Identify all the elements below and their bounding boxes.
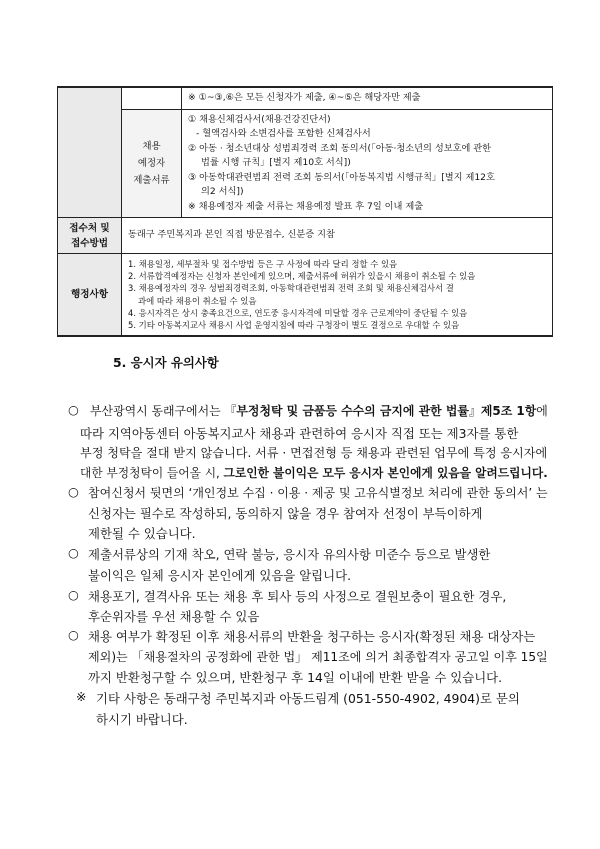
paragraph-line: 제외)는 「채용절차의 공정화에 관한 법」 제11조에 의거 최종합격자 공고일 이후 15일 <box>88 650 548 664</box>
bullet-marker: ○ <box>68 484 79 499</box>
row-label-line: 접수방법 <box>70 237 109 249</box>
paragraph-line: 채용 여부가 확정된 이후 채용서류의 반환을 청구하는 응시자(확정된 채용 대상자는 <box>88 629 536 644</box>
table-value-cell <box>182 87 553 109</box>
admin-item: 3. 채용예정자의 경우 성범죄경력조회, 아동학대관련범죄 전력 조회 및 채용신체검사서 결 <box>128 283 454 294</box>
row-label-line: 접수처 및 <box>69 222 110 234</box>
law-article: 제5조 1항 <box>480 404 537 418</box>
table-sublabel-cell-empty <box>122 87 182 109</box>
admin-item: 2. 서류합격예정자는 신청자 본인에게 있으며, 제출서류에 허위가 있을시 채용이 취소될 수 있음 <box>128 271 476 282</box>
text-span: 』 <box>468 404 481 418</box>
paragraph-line: 제한될 수 있습니다. <box>88 526 196 541</box>
table-value-cell <box>122 218 553 254</box>
warning-text: 그로인한 불이익은 모두 응시자 본인에게 있음을 알려드립니다. <box>223 466 548 480</box>
row-label-line: 제출서류 <box>133 174 170 186</box>
document-item: 법률 시행 규칙」[별지 제10호 서식]) <box>201 157 351 168</box>
note-marker: ※ <box>76 689 87 704</box>
paragraph-line <box>80 464 548 481</box>
table-row <box>58 218 553 254</box>
submission-note: ※ ①~③,⑥은 모든 신청자가 제출, ④~⑤은 해당자만 제출 <box>188 92 421 103</box>
document-item: - 혈액검사와 소변검사를 포함한 신체검사서 <box>196 128 371 139</box>
paragraph-line: 따라 지역아동센터 아동복지교사 채용과 관련하여 응시자 직접 또는 제3자를 통한 <box>80 426 519 441</box>
bullet-marker: ○ <box>68 627 79 642</box>
document-item: ① 채용신체검사서(채용건강진단서) <box>188 113 331 125</box>
table-value-cell <box>182 109 553 218</box>
contact-note-line: 기타 사항은 동래구청 주민복지과 아동드림계 (051-550-4902, 4904)로 문의 <box>96 691 520 706</box>
table-row <box>58 87 553 109</box>
admin-item: 5. 기타 아동복지교사 채용시 사업 운영지침에 따라 구청장이 별도 결정으로 우대할 수 있음 <box>128 320 460 331</box>
table-label-cell-empty <box>58 87 122 218</box>
contact-note-line: 하시기 바랍니다. <box>96 712 188 727</box>
document-item: ※ 채용예정자 제출 서류는 채용예정 발표 후 7일 이내 제출 <box>188 200 424 212</box>
section-title: 5. 응시자 유의사항 <box>113 355 219 370</box>
paragraph-line: 불이익은 일체 응시자 본인에게 있음을 알립니다. <box>88 568 352 583</box>
document-item: 의2 서식]) <box>201 186 244 197</box>
admin-item: 4. 응시자격은 상시 충족요건으로, 연도중 응시자격에 미달할 경우 근로계약이 중단될 수 있음 <box>128 307 468 318</box>
paragraph-line: 참여신청서 뒷면의 ‘개인정보 수집 · 이용 · 제공 및 고유식별정보 처리에 관한 동의서’ 는 <box>88 486 548 500</box>
row-label-line: 예정자 <box>137 157 166 169</box>
table-value-cell <box>122 254 553 337</box>
paragraph-line: 제출서류상의 기재 착오, 연락 불능, 응시자 유의사항 미준수 등으로 발생한 <box>88 547 491 562</box>
paragraph-line: 후순위자를 우선 채용할 수 있음 <box>88 609 260 624</box>
table-sublabel-cell <box>122 109 182 218</box>
bullet-marker: ○ <box>68 545 79 560</box>
text-span: 부산광역시 동래구에서는 『 <box>90 404 237 418</box>
paragraph-line: 신청자는 필수로 작성하되, 동의하지 않을 경우 참여자 선정이 부득이하게 <box>88 506 483 521</box>
row-label: 행정사항 <box>70 289 109 301</box>
recruitment-info-table <box>57 86 553 337</box>
table-label-cell <box>58 254 122 337</box>
admin-item: 1. 채용일정, 세부절차 및 접수방법 등은 구 사정에 따라 달리 정할 수 있음 <box>128 259 398 269</box>
bullet-marker: ○ <box>68 587 79 602</box>
paragraph-line: 까지 반환청구할 수 있으며, 반환청구 후 14일 이내에 반환 받을 수 있습니다. <box>88 670 503 685</box>
document-item: ② 아동 · 청소년대상 성범죄경력 조회 동의서(「아동·청소년의 성보호에 관한 <box>188 142 491 154</box>
table-row <box>58 109 553 218</box>
table-label-cell <box>58 218 122 254</box>
text-span: 에 <box>536 404 548 418</box>
paragraph-line <box>90 402 548 419</box>
paragraph-line: 채용포기, 결격사유 또는 채용 후 퇴사 등의 사정으로 결원보충이 필요한 경우, <box>88 589 507 604</box>
document-item: ③ 아동학대관련범죄 전력 조회 동의서(「아동복지법 시행규칙」[별지 제12호 <box>188 171 495 183</box>
paragraph-line: 부정 청탁을 절대 받지 않습니다. 서류 · 면접전형 등 채용과 관련된 업무에 특정 응시자에 <box>80 446 548 460</box>
row-label-line: 채용 <box>142 140 161 152</box>
text-span: 대한 부정청탁이 들어올 시, <box>80 466 224 480</box>
table-row <box>58 254 553 337</box>
bullet-marker: ○ <box>68 402 79 417</box>
reception-method: 동래구 주민복지과 본인 직접 방문접수, 신분증 지참 <box>128 229 335 241</box>
law-name: 부정청탁 및 금품등 수수의 금지에 관한 법률 <box>236 404 469 418</box>
admin-item: 과에 따라 채용이 취소될 수 있음 <box>138 295 257 306</box>
